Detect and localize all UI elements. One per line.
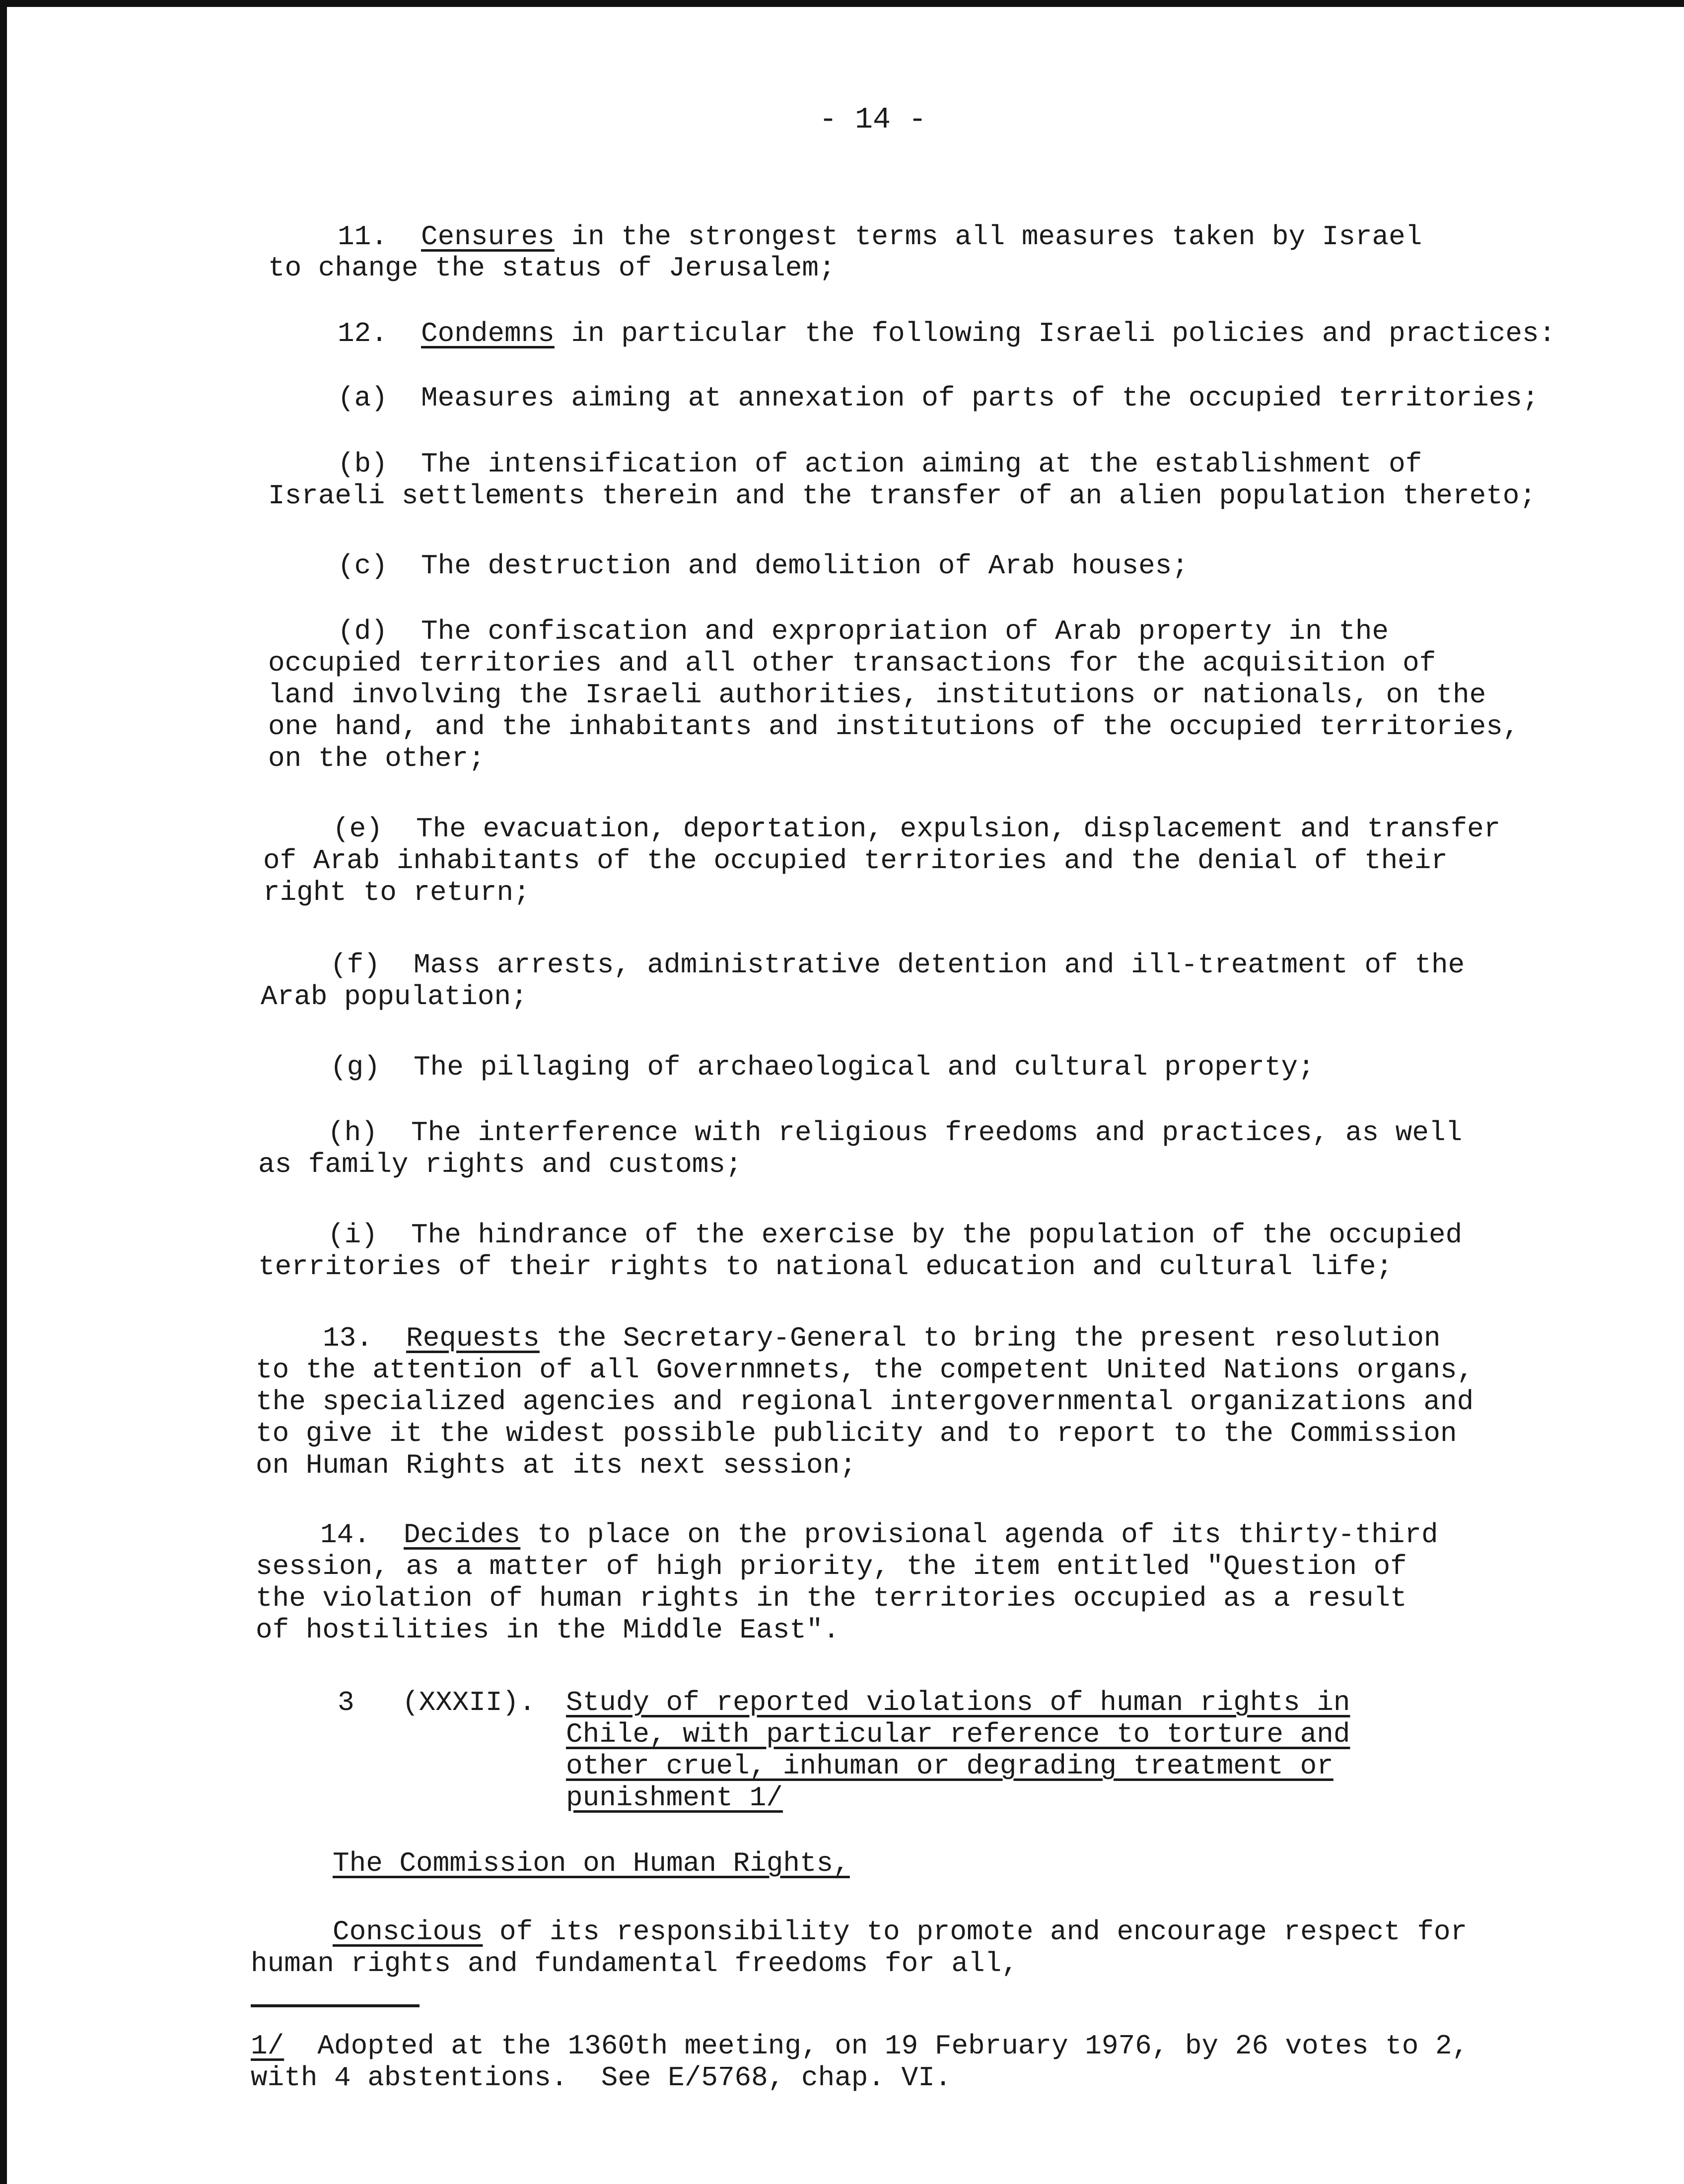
item-c-line-1: (c) The destruction and demolition of Arab houses; [338, 550, 1189, 582]
item-h-line-1: (h) The interference with religious freedoms and practices, as well [328, 1117, 1463, 1149]
resolution-number: 3 [338, 1687, 354, 1718]
paragraph-number: 13. [323, 1322, 407, 1354]
footnote-text: Adopted at the 1360th meeting, on 19 February 1976, by 26 votes to 2, [284, 2030, 1469, 2062]
item-b-line-1: (b) The intensification of action aiming at the establishment of [338, 448, 1422, 480]
paragraph-13-line-4: to give it the widest possible publicity and to report to the Commission [256, 1418, 1457, 1449]
item-d-line-3: land involving the Israeli authorities, institutions or nationals, on the [268, 679, 1486, 711]
conscious-line-2: human rights and fundamental freedoms for all, [251, 1948, 1018, 1979]
paragraph-text: to place on the provisional agenda of its thirty-third [520, 1519, 1438, 1551]
item-e-line-2: of Arab inhabitants of the occupied territories and the denial of their [263, 845, 1448, 877]
paragraph-14-line-1 [320, 1519, 1438, 1551]
paragraph-12-line-1 [338, 318, 1555, 349]
paragraph-number: 11. [338, 221, 421, 253]
paragraph-number: 12. [338, 318, 421, 349]
item-d-line-4: one hand, and the inhabitants and institutions of the occupied territories, [268, 711, 1520, 743]
item-e-line-3: right to return; [263, 877, 530, 908]
footnote-divider [251, 2004, 420, 2007]
paragraph-text: of its responsibility to promote and encourage respect for [483, 1916, 1468, 1948]
paragraph-14-line-3: the violation of human rights in the territories occupied as a result [256, 1582, 1407, 1614]
paragraph-number: 14. [320, 1519, 404, 1551]
resolution-title-line-4 [566, 1782, 783, 1814]
operative-verb: Condemns [421, 318, 555, 349]
item-b-line-2: Israeli settlements therein and the transfer of an alien population thereto; [268, 480, 1537, 512]
paragraph-14-line-2: session, as a matter of high priority, the item entitled "Question of [256, 1551, 1407, 1582]
paragraph-text: in the strongest terms all measures taken by Israel [554, 221, 1422, 253]
item-i-line-2: territories of their rights to national education and cultural life; [258, 1251, 1393, 1283]
resolution-title-line-3: other cruel, inhuman or degrading treatment or [566, 1750, 1333, 1782]
footnote-reference: 1/ [749, 1782, 783, 1814]
commission-heading: The Commission on Human Rights, [333, 1847, 850, 1879]
item-h-line-2: as family rights and customs; [258, 1149, 742, 1180]
resolution-title-last-word: punishment [566, 1782, 733, 1814]
page-number: - 14 - [819, 103, 927, 137]
footnote-line-1 [251, 2030, 1469, 2062]
footnote-line-2: with 4 abstentions. See E/5768, chap. VI. [251, 2062, 952, 2094]
item-f-line-1: (f) Mass arrests, administrative detention and ill-treatment of the [330, 949, 1465, 981]
paragraph-11-line-1 [338, 221, 1422, 253]
item-g-line-1: (g) The pillaging of archaeological and cultural property; [330, 1051, 1315, 1083]
conscious-line-1 [333, 1916, 1467, 1948]
item-i-line-1: (i) The hindrance of the exercise by the population of the occupied [328, 1219, 1463, 1251]
item-e-line-1: (e) The evacuation, deportation, expulsion, displacement and transfer [333, 813, 1501, 845]
item-a-line-1: (a) Measures aiming at annexation of parts of the occupied territories; [338, 382, 1539, 414]
paragraph-14-line-4: of hostilities in the Middle East". [256, 1614, 840, 1646]
item-d-line-5: on the other; [268, 743, 485, 774]
paragraph-13-line-1 [323, 1322, 1441, 1354]
item-d-line-1: (d) The confiscation and expropriation of Arab property in the [338, 615, 1389, 647]
paragraph-13-line-5: on Human Rights at its next session; [256, 1449, 856, 1481]
paragraph-13-line-2: to the attention of all Governmnets, the competent United Nations organs, [256, 1354, 1474, 1386]
resolution-title-line-1: Study of reported violations of human rights in [566, 1687, 1350, 1718]
footnote-marker: 1/ [251, 2030, 284, 2062]
paragraph-text: in particular the following Israeli policies and practices: [554, 318, 1556, 349]
paragraph-13-line-3: the specialized agencies and regional intergovernmental organizations and [256, 1386, 1474, 1418]
preambular-verb: Conscious [333, 1916, 483, 1948]
paragraph-11-line-2: to change the status of Jerusalem; [268, 252, 836, 284]
paragraph-text: the Secretary-General to bring the present resolution [539, 1322, 1441, 1354]
item-f-line-2: Arab population; [261, 981, 528, 1013]
item-d-line-2: occupied territories and all other transactions for the acquisition of [268, 647, 1436, 679]
operative-verb: Decides [404, 1519, 521, 1551]
operative-verb: Censures [421, 221, 555, 253]
resolution-title-line-2: Chile, with particular reference to torture and [566, 1718, 1350, 1750]
operative-verb: Requests [406, 1322, 540, 1354]
resolution-session: (XXXII). [402, 1687, 536, 1718]
